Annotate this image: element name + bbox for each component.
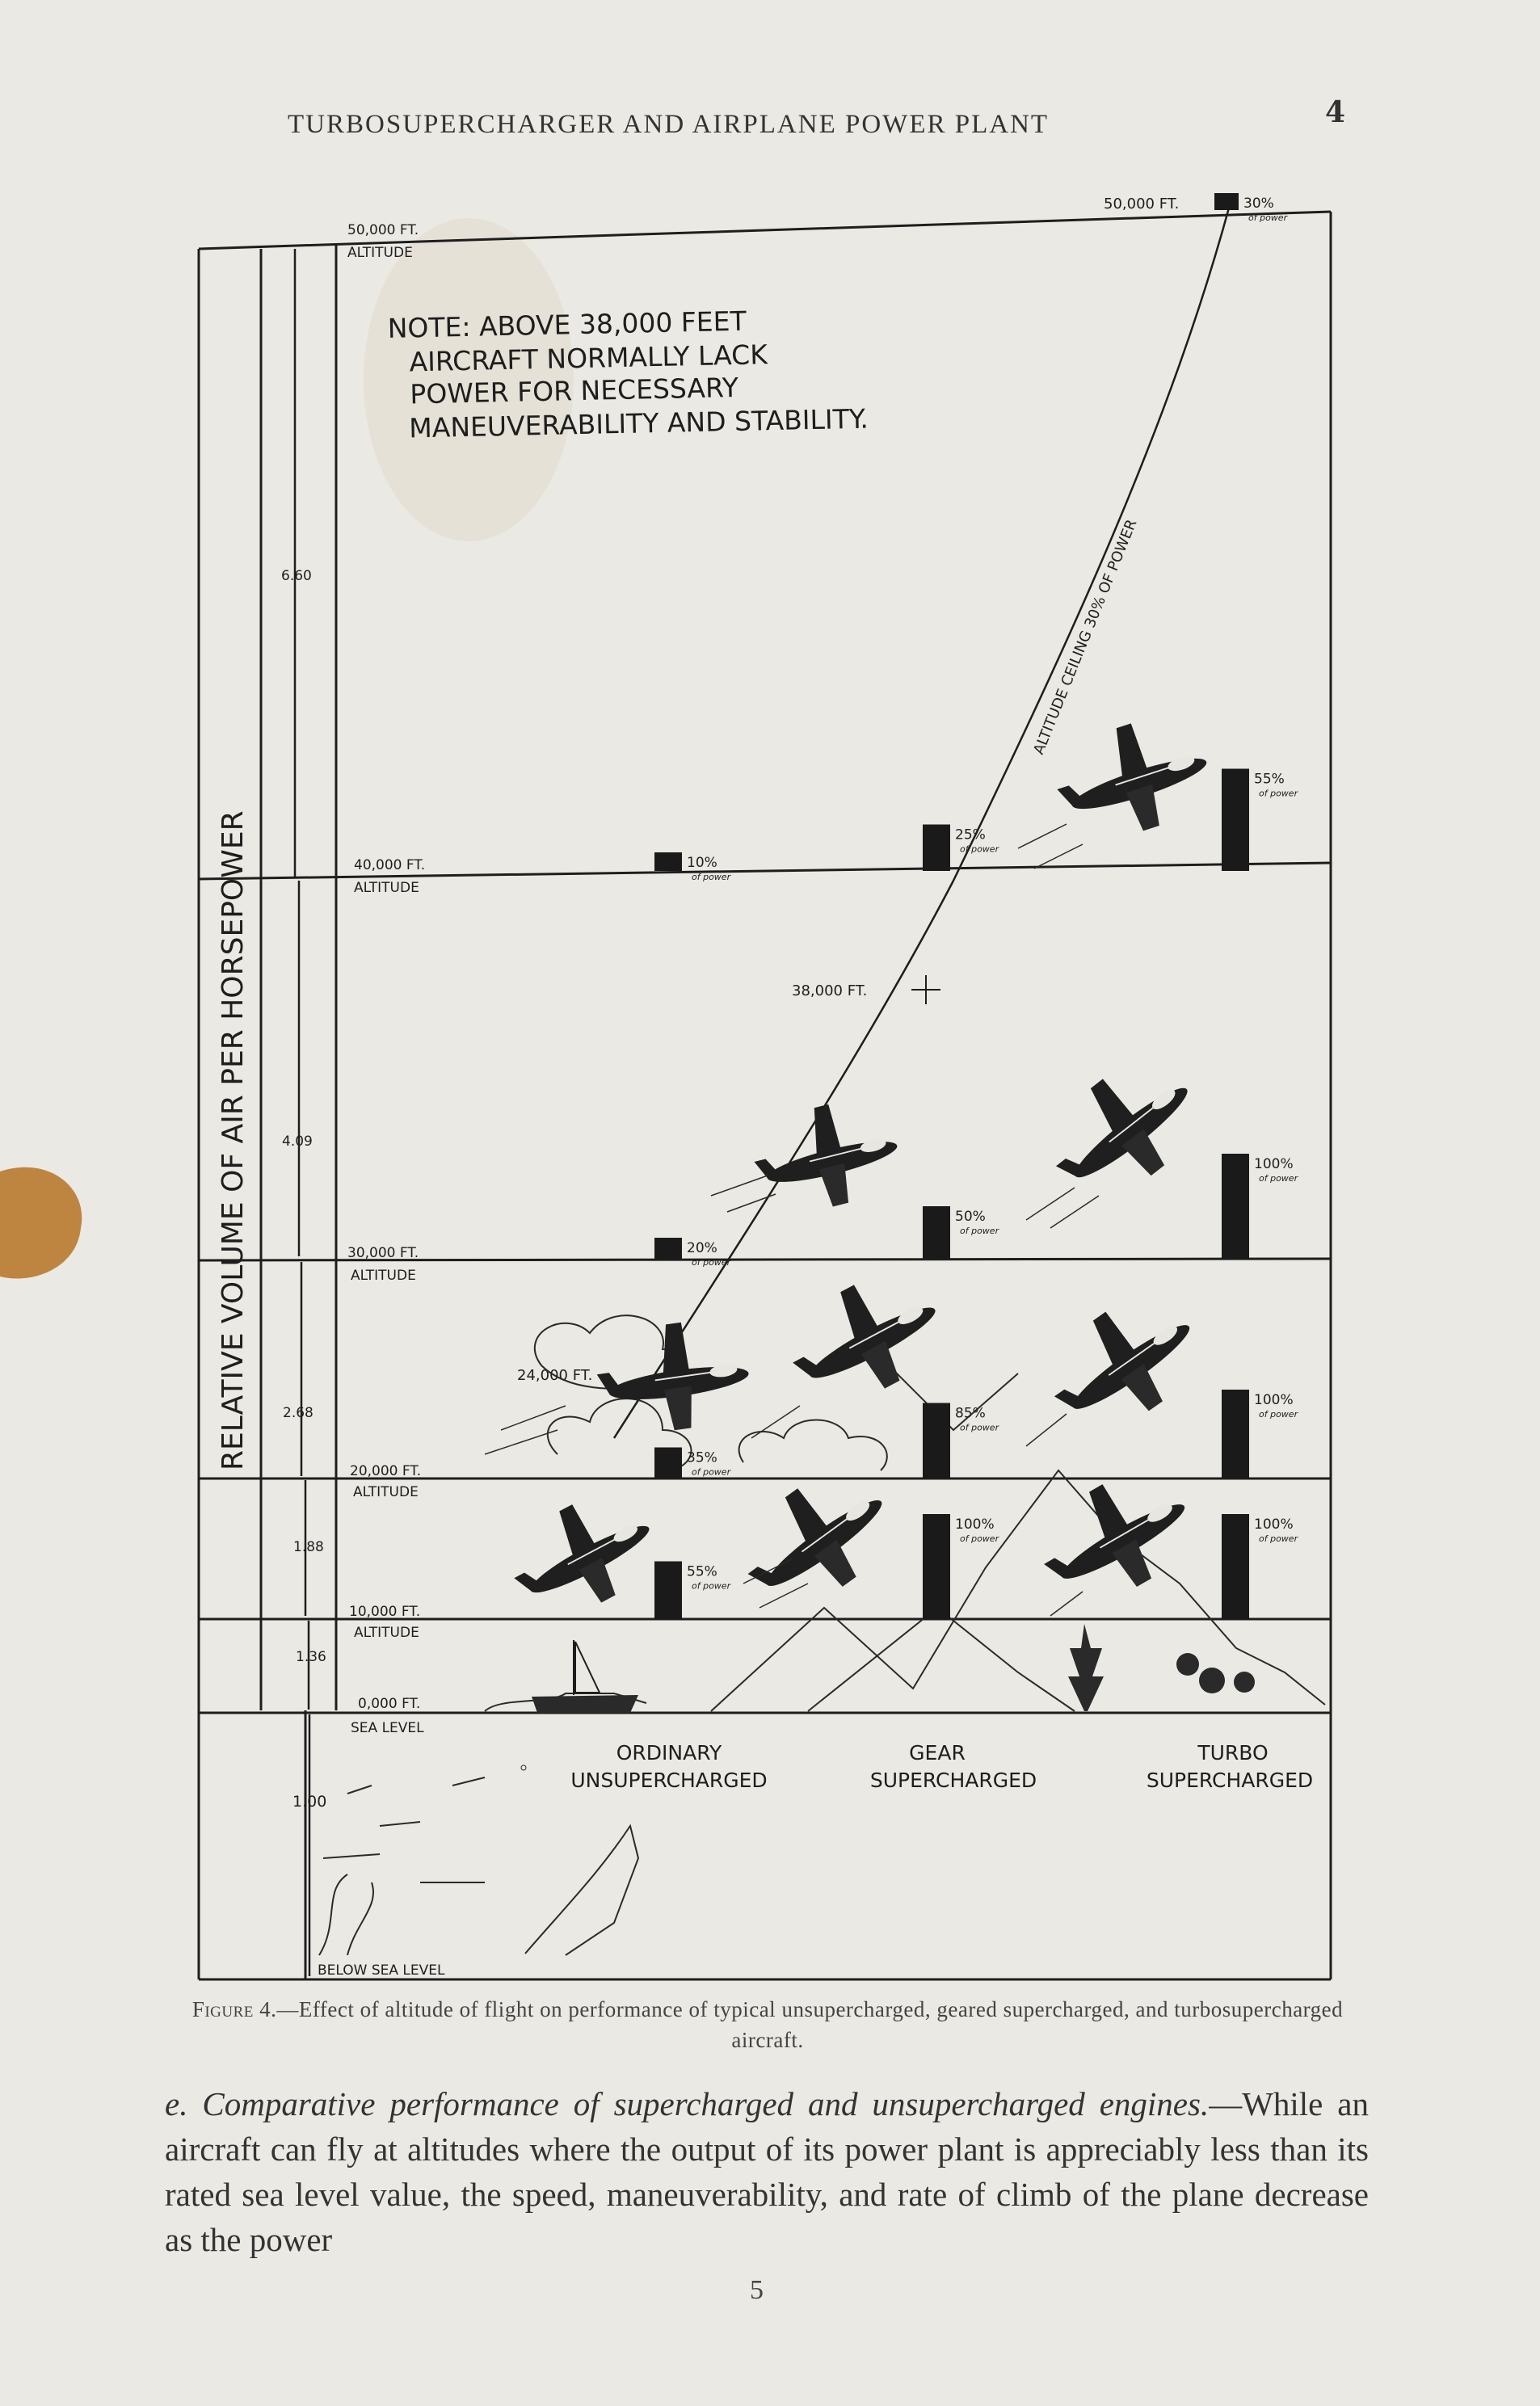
power-bar [1222,1514,1249,1619]
power-bar [923,825,950,872]
airplane-icon [1032,1042,1215,1218]
level-sub: ALTITUDE [347,245,413,261]
running-head: TURBOSUPERCHARGER AND AIRPLANE POWER PLANT [288,110,1050,139]
power-unit-label: of power [692,1580,731,1592]
axis-title: RELATIVE VOLUME OF AIR PER HORSEPOWER [217,810,250,1470]
column-label-line2: SUPERCHARGED [1146,1769,1314,1792]
ratio-label: 1.00 [292,1793,327,1811]
power-percent-label: 25% [955,827,986,843]
level-sub: ALTITUDE [353,1484,419,1500]
level-sub: ALTITUDE [354,1625,419,1641]
caption-label: Figure 4. [191,1997,277,2021]
ratio-label: 1.36 [296,1649,326,1665]
airplane-icon [745,1091,907,1222]
power-unit-label: of power [1259,1533,1298,1544]
ratio-label: 1.88 [293,1539,324,1555]
boat [532,1640,638,1713]
column-label-line1: GEAR [909,1741,966,1765]
caption-text: —Effect of altitude of flight on performance of typical unsupercharged, geared supercharged, and turbosupercharged aircraft. [276,1997,1344,2052]
power-percent-label: 55% [687,1563,717,1580]
power-bar [923,1403,950,1479]
ceiling-mark: 24,000 FT. [517,1367,593,1384]
power-bar [654,1238,682,1259]
power-percent-label: 20% [687,1240,717,1256]
airplane-icon [591,1314,755,1440]
power-bar [1222,1390,1249,1479]
level-altitude: 0,000 FT. [358,1696,421,1712]
page-number-bottom: 5 [750,2275,764,2305]
power-percent-label: 100% [955,1516,995,1533]
power-unit-label: of power [1248,212,1288,223]
power-unit-label: of power [1259,1409,1298,1420]
power-unit-label: of power [960,1422,999,1433]
column-label-line1: TURBO [1197,1741,1269,1765]
ratio-arrows [295,249,309,1976]
paper-stain [0,1167,82,1279]
power-percent-label: 35% [687,1449,717,1466]
level-altitude: 50,000 FT. [347,222,419,238]
column-label-line1: ORDINARY [616,1741,722,1765]
power-percent-label: 100% [1254,1156,1294,1172]
level-sub: SEA LEVEL [351,1720,424,1736]
note-line: MANEUVERABILITY AND STABILITY. [408,402,869,444]
note-block [387,303,869,444]
power-percent-label: 100% [1254,1392,1294,1408]
ceiling-mark: 38,000 FT. [792,982,868,999]
note-line: NOTE: ABOVE 38,000 FEET [387,305,747,344]
power-bar [1214,193,1239,210]
power-unit-label: of power [692,1257,731,1268]
power-unit-label: of power [960,1533,999,1544]
power-percent-label: 50% [955,1209,986,1225]
power-bar [1222,769,1249,872]
power-percent-label: 55% [1254,771,1285,788]
ratio-label: 2.68 [283,1405,313,1421]
power-unit-label: of power [692,1466,731,1478]
airplane-icon [496,1478,669,1633]
power-unit-label: of power [1259,1173,1298,1184]
page-number-top: 4 [1325,95,1346,129]
note-line: AIRCRAFT NORMALLY LACK [409,339,768,378]
airplane-icon [1032,1277,1216,1450]
column-labels [570,1741,1313,1792]
power-unit-label: of power [692,872,731,882]
power-percent-label: 10% [687,855,717,871]
top-altitude-label: 50,000 FT. [1104,196,1180,212]
level-altitude: 30,000 FT. [347,1245,419,1261]
column-label-line2: UNSUPERCHARGED [570,1769,768,1792]
power-bar [923,1206,950,1259]
figure-caption [162,1994,1374,2055]
power-bar [654,1562,682,1620]
power-bar [923,1514,950,1619]
level-altitude: 20,000 FT. [350,1463,422,1479]
power-percent-label: 100% [1254,1516,1294,1533]
power-unit-label: of power [1259,788,1298,799]
power-bar [1222,1154,1249,1259]
level-sub: ALTITUDE [351,1268,416,1284]
airplane-icon [1045,705,1221,852]
level-altitude: 10,000 FT. [349,1604,421,1620]
power-percent-label: 85% [955,1405,986,1422]
power-bar [654,1448,682,1479]
power-unit-label: of power [960,843,999,855]
scenery [319,1315,1325,1955]
power-percent-label: 30% [1243,196,1274,212]
level-altitude: 40,000 FT. [354,857,426,873]
level-sub: ALTITUDE [354,880,419,896]
ratio-label: 4.09 [282,1134,313,1150]
column-label-line2: SUPERCHARGED [869,1769,1037,1792]
power-bar [654,852,682,871]
body-paragraph [165,2081,1369,2262]
level-altitude: BELOW SEA LEVEL [318,1962,445,1979]
ratio-label: 6.60 [281,568,312,584]
power-unit-label: of power [960,1226,999,1236]
section-heading: e. Comparative performance of supercharged and unsupercharged engines. [165,2085,1210,2122]
note-line: POWER FOR NECESSARY [410,371,739,410]
body-text: —While an aircraft can fly at altitudes where the output of its power plant is appreciably less than its rated sea level value, the speed, maneuverability, and rate of climb of the plane decrease as the power [165,2085,1369,2258]
ceiling-label: ALTITUDE CEILING 30% OF POWER [1030,517,1141,757]
airplane-icon [774,1257,957,1421]
